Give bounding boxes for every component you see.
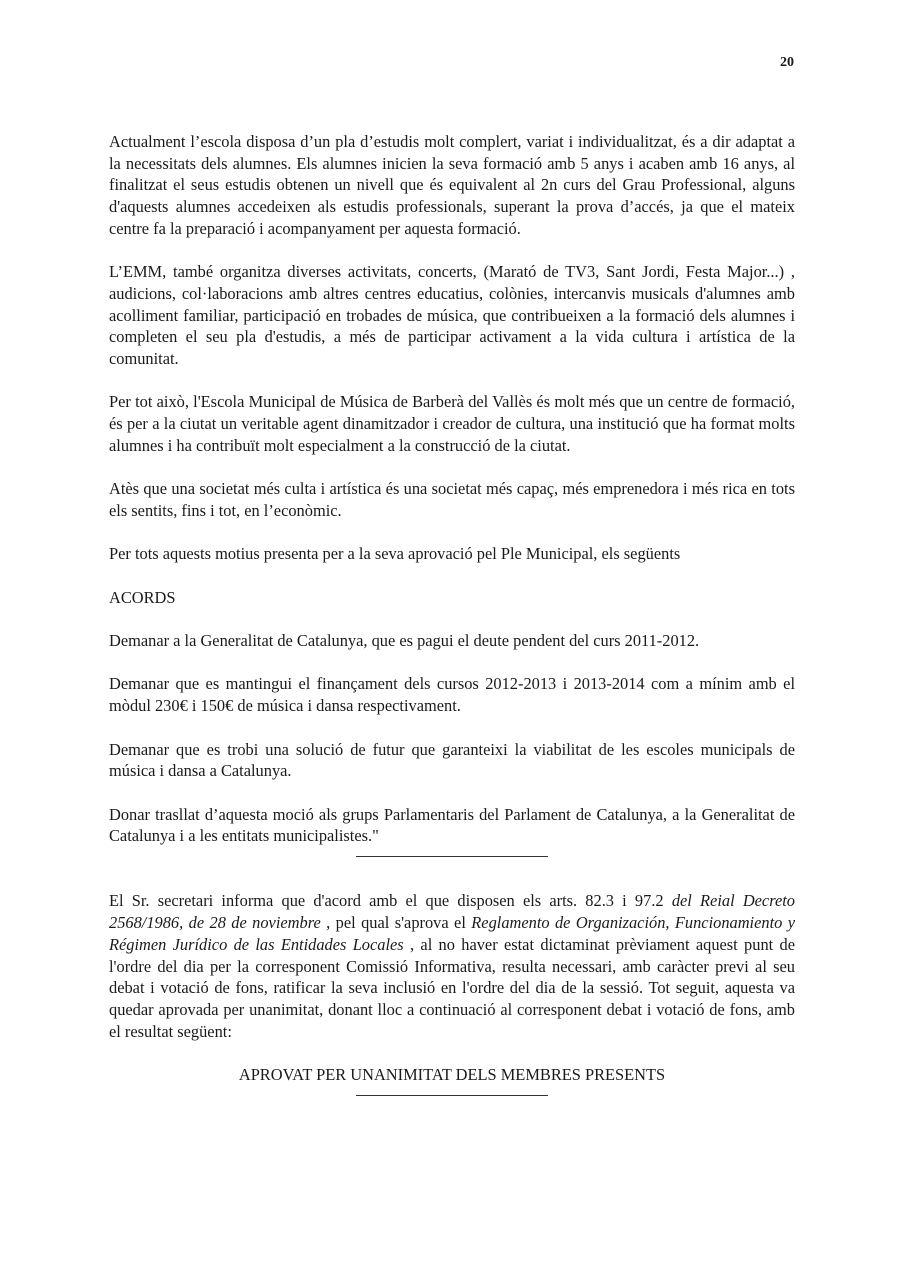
acord-item-4: Donar trasllat d’aquesta moció als grups Parlamentaris del Parlament de Catalunya, a la Generalitat de Catalunya i a les entitats municipalistes." (109, 804, 795, 846)
secretary-text-3: , al no haver estat dictaminat prèviament aquest punt de l'ordre del dia per la corresponent Comissió Informativa, resulta necessari, amb caràcter previ al seu debat i votació de fons, ratificar la seva inclusió en l'ordre del dia de la sessió. Tot seguit, aquesta va quedar aprovada per unanimitat, donant lloc a continuació al corresponent debat i votació de fons, amb el resultat següent: (109, 934, 795, 1041)
acord-item-3: Demanar que es trobi una solució de futur que garanteixi la viabilitat de les escoles municipals de música i dansa a Catalunya. (109, 739, 795, 781)
divider-rule (109, 847, 795, 869)
document-body (109, 131, 795, 1107)
divider-rule-bottom (109, 1086, 795, 1108)
secretary-decree-ref: del Reial Decreto 2568/1986, de 28 de noviembre (109, 891, 795, 933)
acord-item-1: Demanar a la Generalitat de Catalunya, que es pagui el deute pendent del curs 2011-2012. (109, 631, 700, 651)
acord-item-2: Demanar que es mantingui el finançament dels cursos 2012-2013 i 2013-2014 com a mínim amb el mòdul 230€ i 150€ de música i dansa respectivament. (109, 674, 795, 716)
secretary-regulation-ref: Reglamento de Organización, Funcionamiento y Régimen Jurídico de las Entidades Locales (109, 913, 795, 954)
page-number: 20 (780, 55, 794, 70)
paragraph-activities: L’EMM, també organitza diverses activitats, concerts, (Marató de TV3, Sant Jordi, Festa Major...) , audicions, col·laboracions amb altres centres educatius, colònies, intercanvis musicals d'alumnes amb acolliment familiar, participació en trobades de música, que contribueixen a la formació dels alumnes i completen el seu pla d'estudis, a més de participar activament a la vida cultura i artística de la comunitat. (109, 262, 795, 369)
secretary-text-1: El Sr. secretari informa que d'acord amb el que disposen els arts. 82.3 i 97.2 (109, 891, 672, 911)
paragraph-secretary (109, 890, 795, 1042)
paragraph-motives: Per tots aquests motius presenta per a la seva aprovació pel Ple Municipal, els següents (109, 544, 681, 564)
paragraph-society: Atès que una societat més culta i artística és una societat més capaç, més emprenedora i més rica en tots els sentits, fins i tot, en l’econòmic. (109, 479, 795, 520)
paragraph-study-plan: Actualment l’escola disposa d’un pla d’estudis molt complert, variat i individualitzat, és a dir adaptat a la necessitats dels alumnes. Els alumnes inicien la seva formació amb 5 anys i acaben amb 16 anys, al finalitzat el seus estudis obtenen un nivell que és equivalent al 2n curs del Grau Professional, alguns d'aquests alumnes accedeixen als estudis professionals, superant la prova d’accés, ja que el mateix centre fa la preparació i acompanyament per aquesta formació. (109, 132, 795, 238)
paragraph-school-role: Per tot això, l'Escola Municipal de Música de Barberà del Vallès és molt més que un centre de formació, és per a la ciutat un veritable agent dinamitzador i creador de cultura, una institució que ha format molts alumnes i ha contribuït molt especialment a la construcció de la ciutat. (109, 392, 795, 455)
secretary-text-2: , pel qual s'aprova el (320, 913, 472, 933)
acords-heading: ACORDS (109, 587, 176, 607)
result-approved: APROVAT PER UNANIMITAT DELS MEMBRES PRESENTS (238, 1065, 666, 1085)
